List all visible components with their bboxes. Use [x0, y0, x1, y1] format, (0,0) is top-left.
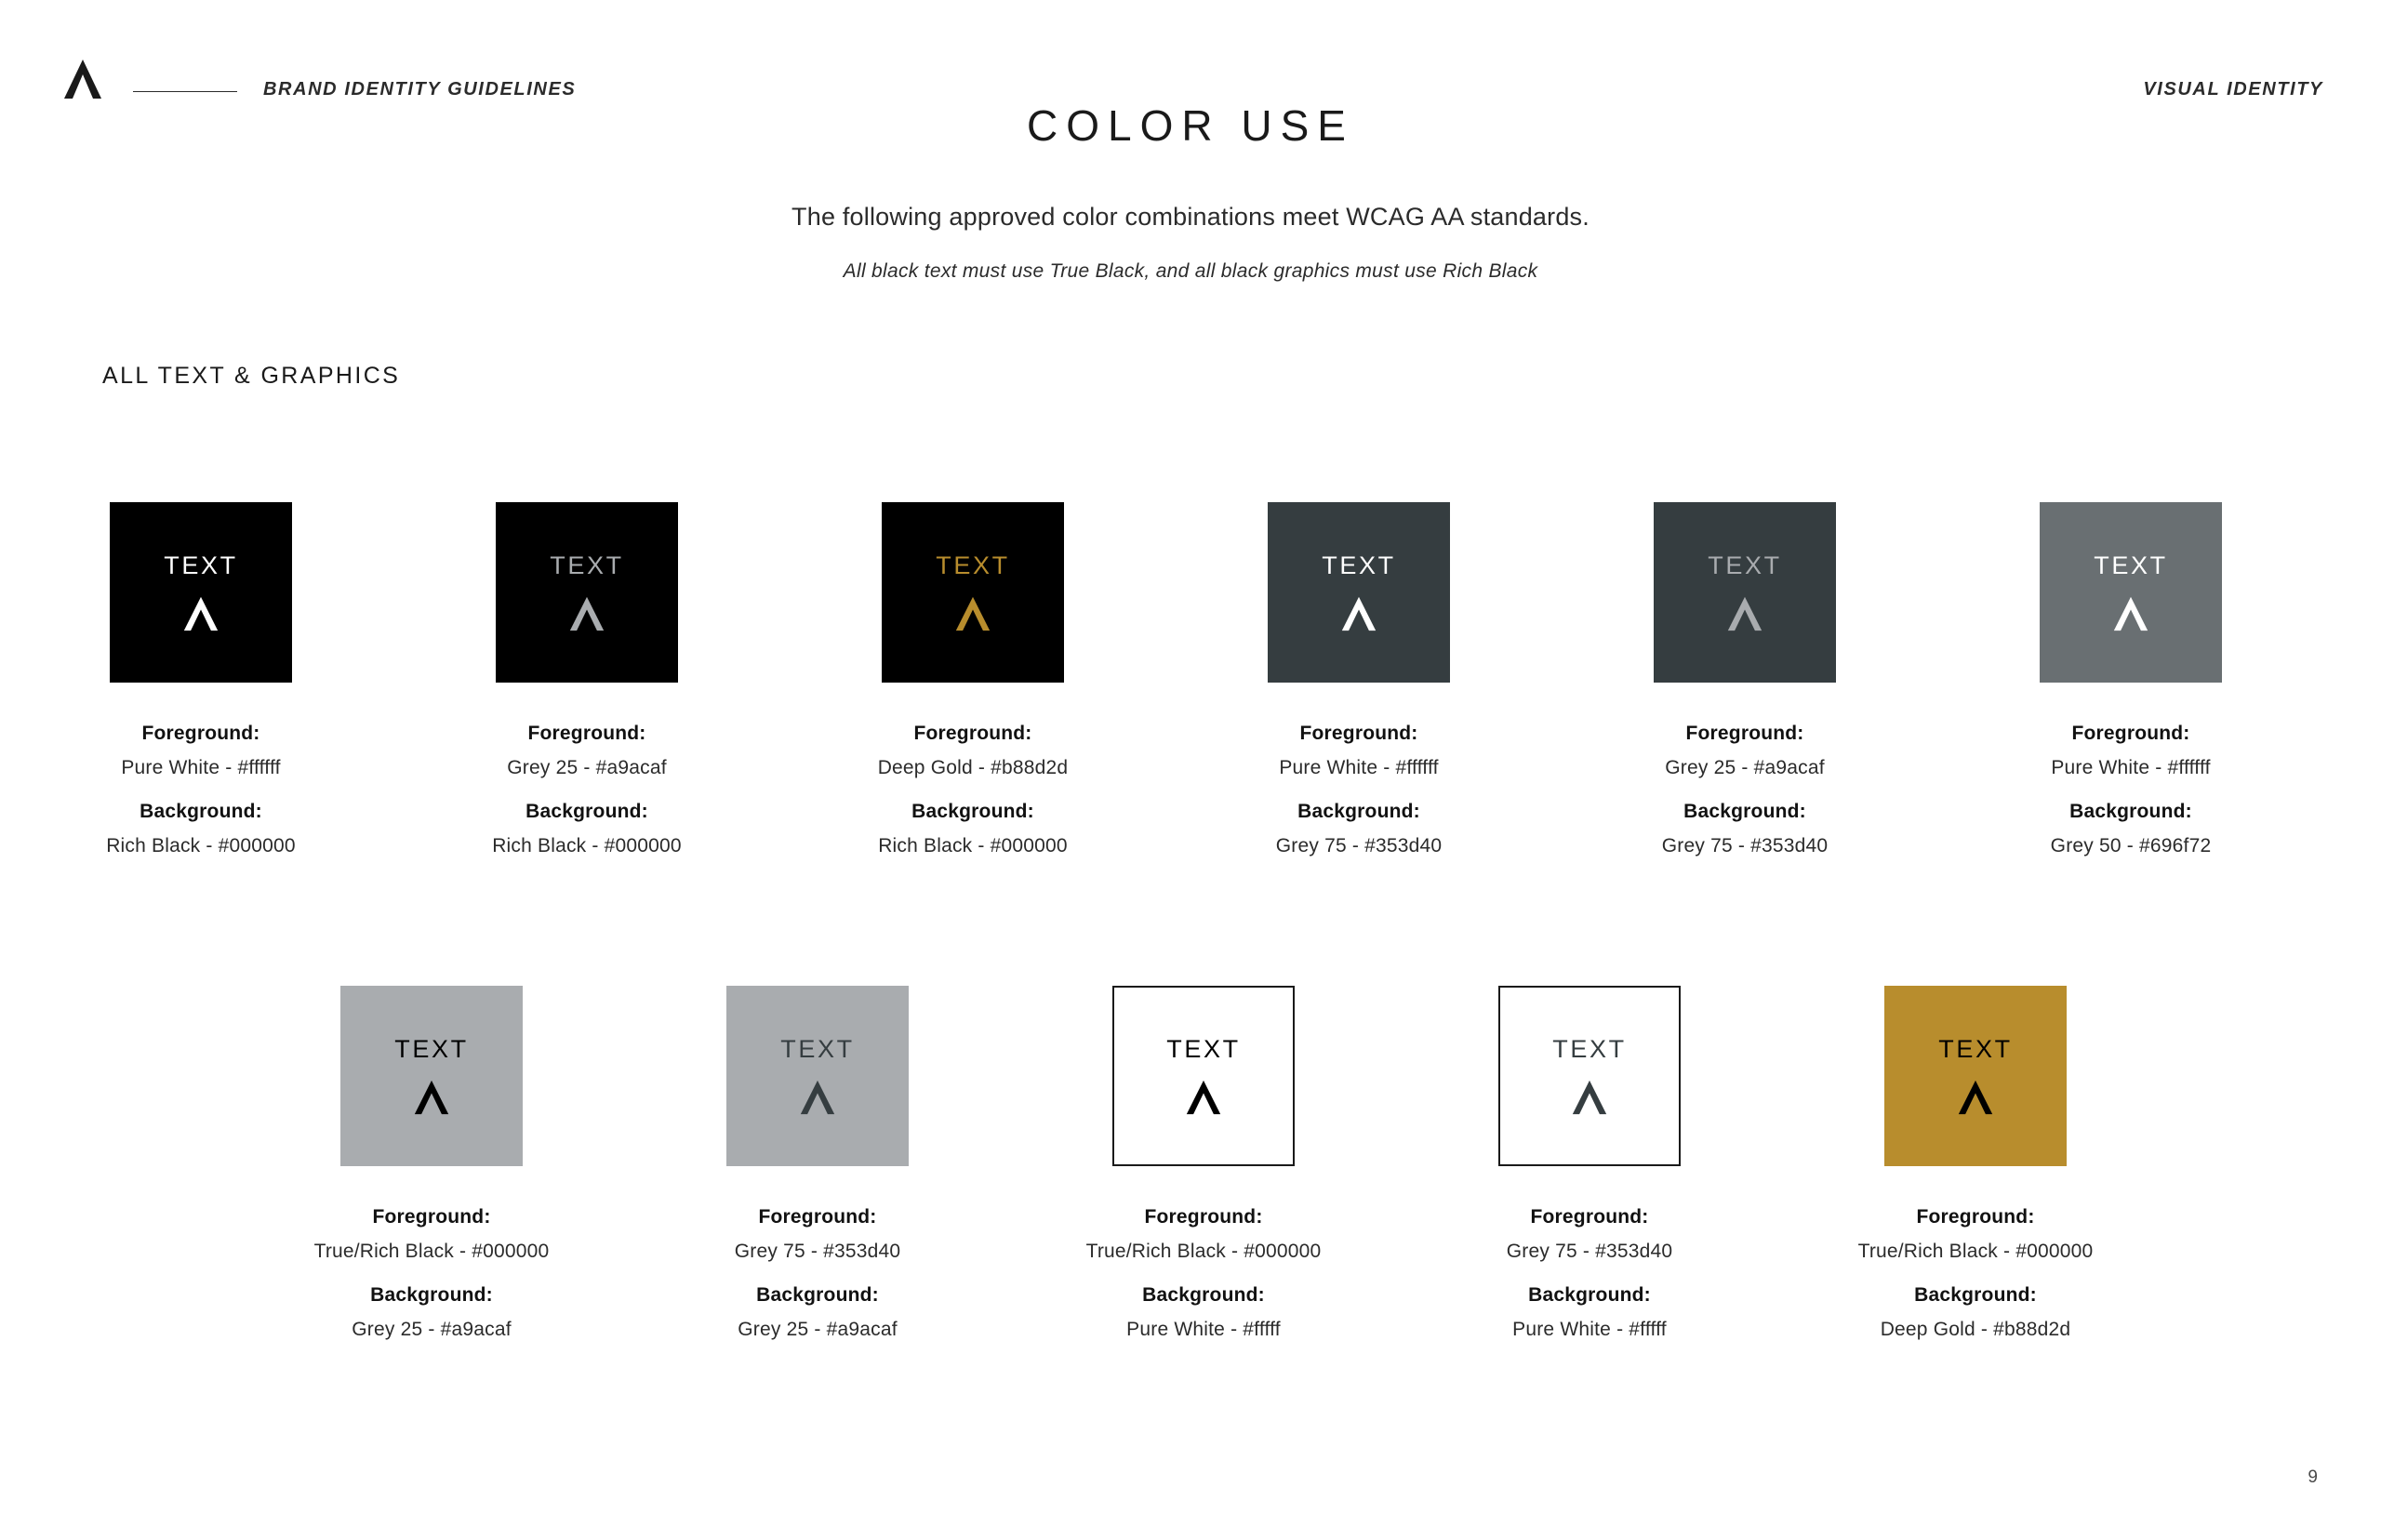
foreground-value: True/Rich Black - #000000 [313, 1241, 550, 1262]
background-value: Rich Black - #000000 [878, 835, 1068, 856]
foreground-label: Foreground: [1144, 1206, 1263, 1228]
swatch-sample-text: TEXT [550, 551, 624, 579]
chevron-logo-icon [1339, 595, 1378, 632]
background-label: Background: [1297, 801, 1420, 822]
chevron-logo-icon [61, 58, 104, 100]
foreground-value: Grey 75 - #353d40 [1506, 1241, 1673, 1262]
background-label: Background: [1528, 1284, 1651, 1306]
page-title: COLOR USE [1027, 101, 1354, 150]
chevron-logo-icon [412, 1079, 451, 1116]
background-value: Rich Black - #000000 [106, 835, 296, 856]
background-value: Pure White - #fffff [1512, 1319, 1667, 1340]
color-swatch [1498, 986, 1681, 1166]
color-swatch [1268, 502, 1450, 683]
foreground-label: Foreground: [372, 1206, 491, 1228]
section-heading: ALL TEXT & GRAPHICS [102, 363, 401, 389]
background-value: Grey 25 - #a9acaf [352, 1319, 512, 1340]
foreground-label: Foreground: [1916, 1206, 2035, 1228]
chevron-logo-icon [1956, 1079, 1995, 1116]
swatch-caption [878, 724, 1069, 856]
foreground-value: Pure White - #ffffff [2051, 757, 2211, 778]
background-value: Pure White - #fffff [1126, 1319, 1281, 1340]
page-note: All black text must use True Black, and all black graphics must use Rich Black [843, 260, 1538, 282]
swatch-caption [1276, 724, 1443, 856]
swatch-sample-text: TEXT [936, 551, 1010, 579]
background-label: Background: [370, 1284, 493, 1306]
swatch-caption [106, 724, 296, 856]
swatch-cell [313, 986, 550, 1340]
color-swatch [1654, 502, 1836, 683]
foreground-label: Foreground: [758, 1206, 877, 1228]
background-label: Background: [140, 801, 262, 822]
background-label: Background: [1683, 801, 1806, 822]
background-label: Background: [756, 1284, 879, 1306]
swatch-sample-text: TEXT [394, 1034, 469, 1063]
color-swatch [1884, 986, 2067, 1166]
foreground-label: Foreground: [913, 723, 1032, 744]
background-value: Grey 50 - #696f72 [2050, 835, 2212, 856]
background-value: Rich Black - #000000 [492, 835, 682, 856]
chevron-logo-icon [1570, 1079, 1609, 1116]
background-label: Background: [1914, 1284, 2037, 1306]
foreground-value: Pure White - #ffffff [121, 757, 281, 778]
foreground-value: True/Rich Black - #000000 [1085, 1241, 1322, 1262]
swatch-sample-text: TEXT [1166, 1034, 1241, 1063]
foreground-value: Grey 25 - #a9acaf [1665, 757, 1825, 778]
foreground-label: Foreground: [1299, 723, 1418, 744]
swatch-caption [1086, 1207, 1322, 1339]
swatch-caption [1507, 1207, 1673, 1339]
swatch-cell [102, 502, 299, 856]
background-label: Background: [525, 801, 648, 822]
swatch-cell [874, 502, 1071, 856]
swatch-caption [1858, 1207, 2094, 1339]
swatch-sample-text: TEXT [1322, 551, 1396, 579]
background-value: Grey 25 - #a9acaf [738, 1319, 898, 1340]
color-swatch [2040, 502, 2222, 683]
color-swatch [726, 986, 909, 1166]
swatch-cell [1857, 986, 2094, 1340]
color-swatch [882, 502, 1064, 683]
swatch-sample-text: TEXT [2094, 551, 2168, 579]
color-swatch [340, 986, 523, 1166]
foreground-value: Pure White - #ffffff [1279, 757, 1439, 778]
background-value: Grey 75 - #353d40 [1661, 835, 1829, 856]
chevron-logo-icon [1725, 595, 1764, 632]
foreground-label: Foreground: [141, 723, 260, 744]
chevron-logo-icon [2111, 595, 2150, 632]
foreground-label: Foreground: [1530, 1206, 1649, 1228]
header-right-label: VISUAL IDENTITY [2143, 79, 2323, 100]
chevron-logo-icon [181, 595, 220, 632]
swatch-sample-text: TEXT [1708, 551, 1782, 579]
foreground-value: True/Rich Black - #000000 [1857, 1241, 2094, 1262]
swatch-cell [1260, 502, 1457, 856]
swatch-caption [2051, 724, 2212, 856]
foreground-label: Foreground: [2071, 723, 2190, 744]
page-subtitle: The following approved color combinations meet WCAG AA standards. [791, 203, 1590, 231]
background-label: Background: [2069, 801, 2192, 822]
foreground-value: Grey 25 - #a9acaf [507, 757, 667, 778]
foreground-label: Foreground: [1685, 723, 1804, 744]
background-value: Grey 75 - #353d40 [1275, 835, 1443, 856]
swatch-row-1 [102, 502, 2283, 856]
swatch-cell [1491, 986, 1688, 1339]
foreground-label: Foreground: [527, 723, 646, 744]
foreground-value: Grey 75 - #353d40 [734, 1241, 901, 1262]
color-swatch [496, 502, 678, 683]
header-left-label: BRAND IDENTITY GUIDELINES [263, 79, 577, 100]
swatch-cell [2032, 502, 2229, 856]
swatch-caption [492, 724, 682, 856]
swatch-caption [314, 1207, 550, 1339]
swatch-sample-text: TEXT [1938, 1034, 2013, 1063]
swatch-cell [488, 502, 685, 856]
swatch-cell [719, 986, 916, 1339]
color-swatch [1112, 986, 1295, 1166]
chevron-logo-icon [798, 1079, 837, 1116]
color-swatch [110, 502, 292, 683]
foreground-value: Deep Gold - #b88d2d [877, 757, 1069, 778]
swatch-cell [1646, 502, 1843, 856]
page-number: 9 [2308, 1467, 2318, 1487]
swatch-sample-text: TEXT [164, 551, 238, 579]
chevron-logo-icon [567, 595, 606, 632]
swatch-caption [735, 1207, 901, 1339]
swatch-row-2 [313, 986, 2094, 1340]
chevron-logo-icon [1184, 1079, 1223, 1116]
swatch-sample-text: TEXT [1552, 1034, 1627, 1063]
swatch-sample-text: TEXT [780, 1034, 855, 1063]
chevron-logo-icon [953, 595, 992, 632]
swatch-cell [1085, 986, 1322, 1340]
header-divider [133, 91, 237, 92]
swatch-caption [1662, 724, 1829, 856]
background-label: Background: [911, 801, 1034, 822]
background-value: Deep Gold - #b88d2d [1880, 1319, 2071, 1340]
background-label: Background: [1142, 1284, 1265, 1306]
